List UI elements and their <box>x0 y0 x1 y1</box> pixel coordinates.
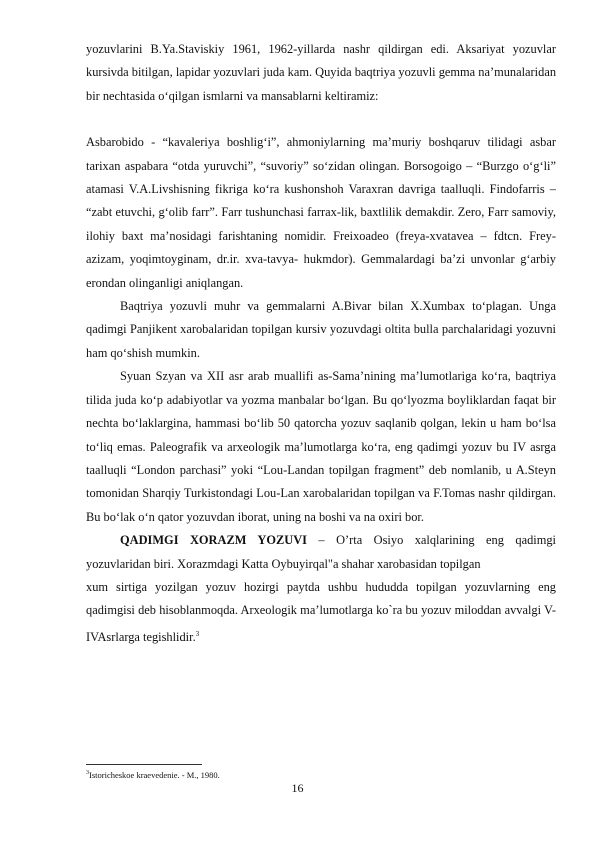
footnote-separator <box>86 764 202 765</box>
paragraph-4: Syuan Szyan va XII asr arab muallifi as-Sama’nining ma’lumotlariga ko‘ra, baqtriya tilida juda ko‘p adabiyotlar va yozma manbalar bo‘lgan. Bu qo‘lyozma boyliklardan faqat bir nechta bo‘laklargina, hammasi bo‘lib 50 qatorcha yozuv saqlanib qolgan, lekin u ham bo‘lsa to‘liq emas. Paleografik va arxeologik ma’lumotlarga ko‘ra, eng qadimgi yozuv bu IV asrga taalluqli “London parchasi” yoki “Lou-Landan topilgan fragment” deb nomlanib, u A.Steyn tomonidan Sharqiy Turkistondagi Lou-Lan xarobalaridan topilgan va F.Tomas nashr qildirgan. Bu bo‘lak o‘n qator yozuvdan iborat, uning na boshi va na oxiri bor. <box>86 369 556 524</box>
page-body <box>86 38 556 649</box>
section-heading-khorezm-script: QADIMGI XORAZM YOZUVI <box>120 533 307 548</box>
paragraph-5-line-2: yozuvlaridan biri. Xorazmdagi Katta Oybuyirqal"a shahar xarobasidan topilgan <box>86 556 481 571</box>
paragraph-gap <box>86 108 556 131</box>
paragraph-5 <box>86 529 556 649</box>
paragraph-1: yozuvlarini B.Ya.Staviskiy 1961, 1962-yillarda nashr qildirgan edi. Aksariyat yozuvlar kursivda bitilgan, lapidar yozuvlari juda kam. Quyida baqtriya yozuvli gemma na’munalaridan bir nechtasida o‘qilgan ismlarni va mansablarni keltiramiz: <box>86 42 557 103</box>
page-number: 16 <box>291 781 304 795</box>
paragraph-3: Baqtriya yozuvli muhr va gemmalarni A.Bivar bilan X.Xumbax to‘plagan. Unga qadimgi Panjikent xarobalaridan topilgan kursiv yozuvdagi oltita bulla parchalaridagi yozuvni ham qo‘shish mumkin. <box>86 299 556 360</box>
paragraph-5-rest: xum sirtiga yozilgan yozuv hozirgi paytda ushbu hududda topilgan yozuvlarning eng qadimgisi deb hisoblanmoqda. Arxeologik ma’lumotlarga ko`ra bu yozuv miloddan avvalgi V-IVAsrlarga tegishlidir. <box>86 579 556 644</box>
paragraph-2: Asbarobido - “kavaleriya boshlig‘i”, ahmoniylarning ma’muriy boshqaruv tilidagi asbar tarixan aspabara “otda yuruvchi”, “suvoriy” so‘zidan olingan. Borsogoigo – “Burzgo o‘g‘li” atamasi V.A.Livshisning fikriga ko‘ra kushonshoh Varaxran davriga taalluqli. Findofarris – “zabt etuvchi, g‘olib farr”. Farr tushunchasi farrax-lik, baxtlilik demakdir. Zero, Farr samoviy, ilohiy baxt ma’nosidagi farishtaning nomidir. Freixoadeo (freya-xvatavea – fdtcn. Frey- azizam, yoqimtoyginam, dr.ir. xva-tavya- hukmdor). Gemmalardagi ba’zi unvonlar g‘arbiy erondan olinganligi aniqlangan. <box>86 135 556 290</box>
footnote: $^3$Istoricheskoe kraevedenie. - M., 1980. <box>86 769 220 780</box>
paragraph-5-line-1: QADIMGI XORAZM YOZUVI – O’rta Osiyo xalqlarining eng qadimgi <box>120 533 556 548</box>
footnote-reference[interactable]: 3 <box>195 629 200 638</box>
